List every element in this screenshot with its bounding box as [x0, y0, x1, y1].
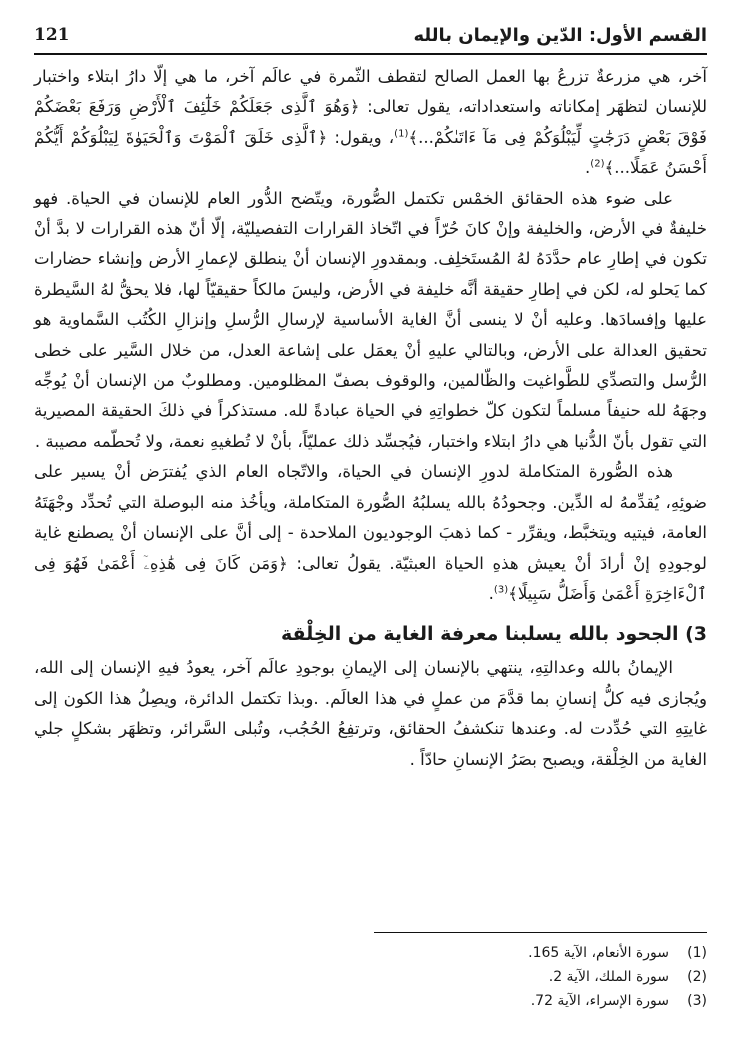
page-number: 121: [34, 25, 70, 45]
header-rule: [34, 53, 707, 55]
page-header: [34, 20, 707, 50]
footnote: [307, 965, 707, 989]
footnote-number: (3): [687, 993, 707, 1009]
footnote-ref: (2): [590, 158, 605, 170]
paragraph-3: هذه الصُّورة المتكاملة لدورِ الإنسان في الحياة، والاتّجاه العام الذي يُفترَض أنْ يسير على ضوئِهِ، يُقدِّمهُ له الدِّين. وجحودُهُ بالله يسلبُهُ الصُّورة المتكاملة، ويأخُذ منه البوصلة التي تُحدِّد وجْهَتَهُ العامة، فيتيه ويتخبَّط، ويقرِّر - كما ذهبَ الوجوديون الملاحدة - إلى أنَّ على الإنسان أنْ يصطنع غاية لوجودِهِ إنْ أرادَ أنْ يعيش هذهِ الحياة العبثيّة. يقولُ تعالى: ﴿وَمَن كَانَ فِى هَٰذِهِۦٓ أَعْمَىٰ فَهُوَ فِى ٱلْءَاخِرَةِ أَعْمَىٰ وَأَضَلُّ سَبِيلًا﴾$^{(3)}$.: [34, 462, 707, 603]
quran-verse: ﴿ٱلَّذِى خَلَقَ ٱلْمَوْتَ وَٱلْحَيَوٰةَ لِيَبْلُوَكُمْ أَيُّكُمْ أَحْسَنُ عَمَلًا...﴾: [34, 127, 707, 178]
paragraph-4: الإيمانُ بالله وعدالتِهِ، ينتهي بالإنسان إلى الإيمانِ بوجودِ عالَم آخر، يعودُ فيهِ الإنسان إلى الله، ويُجازى فيه كلُّ إنسانِ بما قدَّمَ من عملٍ في هذا العالَم. .وبذا تكتمل الدائرة، ويصِلُ هذا الكون إلى غايتِهِ التي حُدِّدت له. وعندها تنكشفُ الحقائق، وترتفِعُ الحُجُب، وتُبلى السَّرائر، وتظهَر بشكلٍ جلي الغاية من الخِلْقة، ويصبح بصَرُ الإنسانِ حادّاً .: [34, 658, 707, 769]
footnote-ref: (1): [394, 128, 409, 140]
quran-verse: ﴿وَمَن كَانَ فِى هَٰذِهِۦٓ أَعْمَىٰ فَهُوَ فِى ٱلْءَاخِرَةِ أَعْمَىٰ وَأَضَلُّ سَبِيلًا﴾: [34, 553, 707, 603]
footnote-text: سورة الأنعام، الآية 165.: [528, 945, 669, 961]
section-heading: 3) الجحود بالله يسلبنا معرفة الغاية من الخِلْقة: [280, 623, 707, 646]
footnote-text: سورة الإسراء، الآية 72.: [530, 993, 669, 1009]
main-text: [34, 62, 707, 775]
footnote: [307, 941, 707, 965]
footnotes: [307, 941, 707, 1013]
running-title: القسم الأول: الدّين والإيمان بالله: [413, 24, 707, 46]
quran-verse: ﴿وَهُوَ ٱلَّذِى جَعَلَكُمْ خَلَٰٓئِفَ ٱلْأَرْضِ وَرَفَعَ بَعْضَكُمْ فَوْقَ بَعْضٍ دَرَجَٰتٍ لِّيَبْلُوَكُمْ فِى مَآ ءَاتَىٰكُمْ...﴾: [34, 97, 707, 147]
footnote-number: (1): [687, 945, 707, 961]
paragraph-2: على ضوء هذه الحقائق الخمْس تكتمل الصُّورة، ويتّضح الدُّور العام للإنسان في الحياة. فهو خليفةٌ في الأرض، والخليفة وإنْ كانَ حُرّاً في اتّخاذ القرارات التفصيليّة، إلّا أنّ هذه القرارات لا بدَّ أنْ تكون في إطارِ عام حدَّدَهُ لهُ المُستَخلِف. وبمقدورِ الإنسان أنْ ينطلق لإعمارِ الأرض وإنشاء حضارات كما يَحلو له، لكن في إطارِ حقيقة أنَّه خليفة في الأرض، وليسَ مالكاً حقيقيّاً لها، فلا يحقُّ لهُ السَّيطرة عليها وإفسادَها. وعليه أنْ لا ينسى أنَّ الغاية الأساسية لإرسالِ الرُّسلِ وإنزالِ الكُتُب السَّماوية هو تحقيق العدالة على الأرض، وبالتالي عليهِ أنْ يعمَل على إشاعة العدل، من خلال السَّير على خطى الرُّسل والتصدِّي للطَّواغيت والظّالمين، والوقوف بصفّ المظلومين. ومطلوبٌ من الإنسان أنْ يُوجِّه وجهَهُ لله حنيفاً مسلماً لتكون كلّ خطواتِهِ في الحياة عبادةً لله. مستذكراً في ذلكَ الحقيقة المصيرية التي تقول بأنّ الدُّنيا هي دارُ ابتلاء واختبار، فيُجسِّد ذلك عمليّاً، بأنْ لا تُطغيهِ نعمة، ولا تُحطّمه مصيبة .: [34, 188, 707, 451]
paragraph-1: آخر، هي مزرعةٌ تزرعُ بها العمل الصالح لتقطف الثّمرة في عالَم آخر، ما هي إلّا دارُ ابتلاء واختبار للإنسان لتظهَر إمكاناته واستعداداته، يقول تعالى: ﴿وَهُوَ ٱلَّذِى جَعَلَكُمْ خَلَٰٓئِفَ ٱلْأَرْضِ وَرَفَعَ بَعْضَكُمْ فَوْقَ بَعْضٍ دَرَجَٰتٍ لِّيَبْلُوَكُمْ فِى مَآ ءَاتَىٰكُمْ...﴾$^{(1)}$، ويقول: ﴿ٱلَّذِى خَلَقَ ٱلْمَوْتَ وَٱلْحَيَوٰةَ لِيَبْلُوَكُمْ أَيُّكُمْ أَحْسَنُ عَمَلًا...﴾$^{(2)}$.: [34, 67, 708, 178]
footnote-rule: [374, 932, 707, 933]
footnote-ref: (3): [493, 584, 509, 596]
footnote-number: (2): [687, 969, 707, 985]
footnote: [307, 989, 707, 1013]
footnote-text: سورة الملك، الآية 2.: [548, 969, 669, 985]
